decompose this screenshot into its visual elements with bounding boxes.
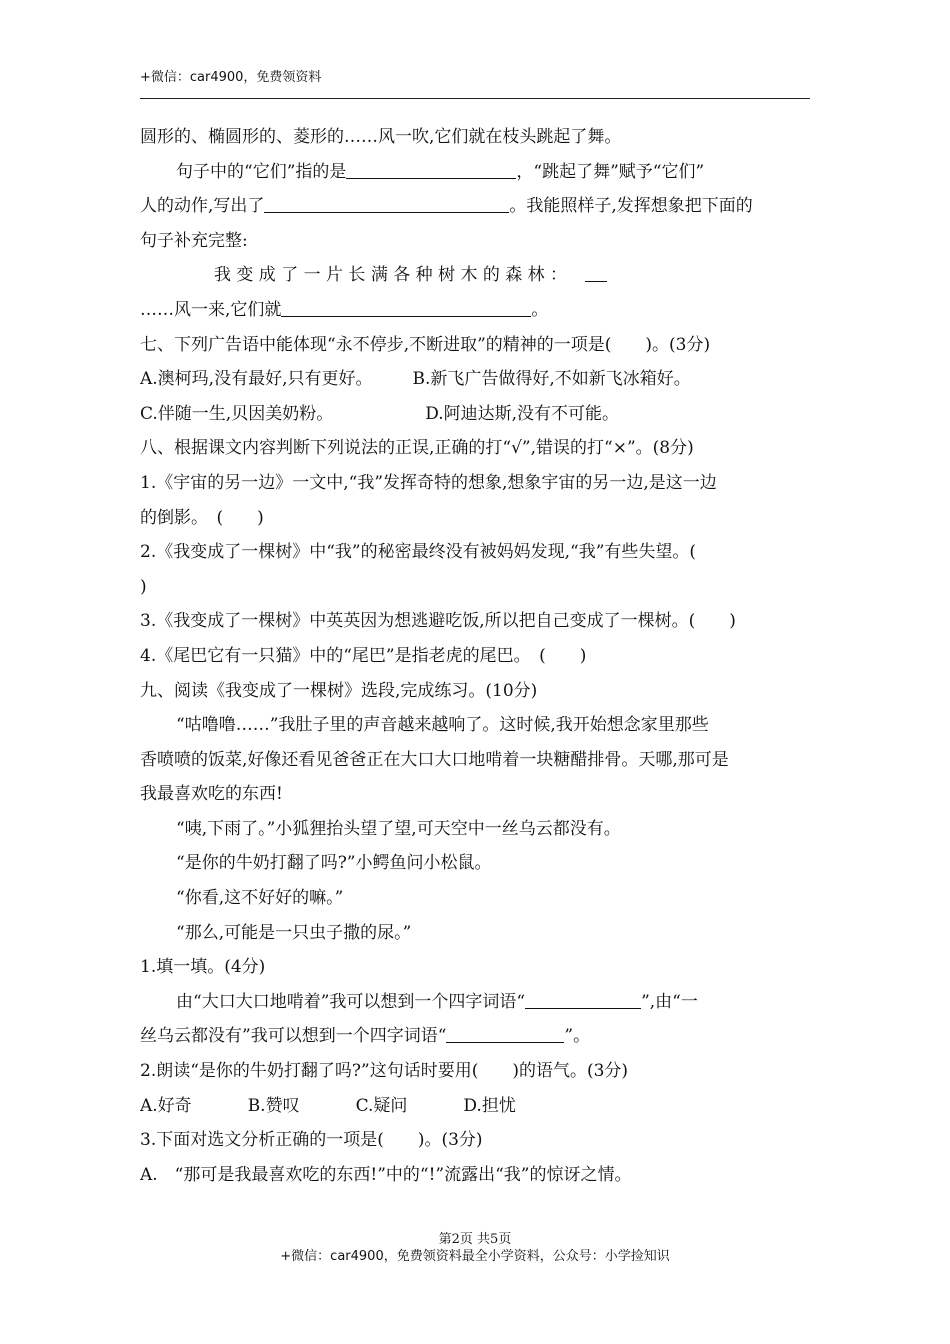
option-a: A.好奇 (140, 1095, 192, 1116)
passage-line: “咦,下雨了。”小狐狸抬头望了望,可天空中一丝乌云都没有。 (176, 818, 621, 839)
text-line (140, 293, 810, 328)
text-line: 句子补充完整: (140, 230, 248, 251)
footer-note: +微信：car4900，免费领资料最全小学资料，公众号：小学捡知识 (280, 1249, 670, 1264)
option-a: A. “那可是我最喜欢吃的东西!”中的“!”流露出“我”的惊讶之情。 (140, 1164, 632, 1185)
answer-blank[interactable] (585, 263, 607, 282)
passage-line: 我最喜欢吃的东西! (140, 784, 283, 805)
passage-line: “咕噜噜……”我肚子里的声音越来越响了。这时候,我开始想念家里那些 (176, 715, 709, 736)
option-row (140, 362, 810, 397)
text-line: 圆形的、椭圆形的、菱形的……风一吹,它们就在枝头跳起了舞。 (140, 127, 622, 147)
text-segment: ”,由“一 (641, 991, 698, 1012)
judge-item-2-cont: ) (140, 576, 147, 597)
subquestion-1: 1.填一填。(4分) (140, 957, 266, 978)
option-row (140, 1089, 810, 1124)
page-number: 第2页 共5页 (438, 1232, 512, 1247)
text-segment: 。 (531, 299, 549, 320)
judge-item-1-cont: 的倒影。 ( ) (140, 507, 264, 528)
text-segment: ”。 (564, 1026, 591, 1047)
text-line (140, 1019, 810, 1054)
judge-item-1: 1.《宇宙的另一边》一文中,“我”发挥奇特的想象,想象宇宙的另一边,是这一边 (140, 472, 717, 493)
judge-item-2: 2.《我变成了一棵树》中“我”的秘密最终没有被妈妈发现,“我”有些失望。( (140, 542, 697, 563)
option-d: D.担忧 (463, 1095, 516, 1116)
option-d: D.阿迪达斯,没有不可能。 (425, 403, 620, 424)
question-7: 七、下列广告语中能体现“永不停步,不断进取”的精神的一项是( )。(3分) (140, 334, 711, 355)
header-note: +微信：car4900，免费领资料 (140, 70, 322, 85)
passage-line: “那么,可能是一只虫子撒的尿。” (176, 922, 412, 943)
passage-line: “是你的牛奶打翻了吗?”小鳄鱼问小松鼠。 (176, 853, 492, 874)
option-b: B.赞叹 (247, 1095, 300, 1116)
option-c: C.伴随一生,贝因美奶粉。 (140, 403, 334, 424)
text-segment: 。我能照样子,发挥想象把下面的 (509, 196, 753, 217)
question-8: 八、根据课文内容判断下列说法的正误,正确的打“√”,错误的打“×”。(8分) (140, 438, 694, 459)
question-9: 九、阅读《我变成了一棵树》选段,完成练习。(10分) (140, 680, 538, 701)
text-line (140, 258, 810, 293)
text-segment: 人的动作,写出了 (140, 196, 265, 217)
answer-blank[interactable] (525, 990, 641, 1009)
subquestion-3: 3.下面对选文分析正确的一项是( )。(3分) (140, 1130, 483, 1151)
subquestion-2: 2.朗读“是你的牛奶打翻了吗?”这句话时要用( )的语气。(3分) (140, 1061, 629, 1082)
option-row (140, 397, 810, 432)
option-a: A.澳柯玛,没有最好,只有更好。 (140, 369, 373, 390)
passage-line: 香喷喷的饭菜,好像还看见爸爸正在大口大口地啃着一块糖醋排骨。天哪,那可是 (140, 749, 729, 770)
passage-line: “你看,这不好好的嘛。” (176, 888, 344, 909)
text-segment: ，“跳起了舞”赋予“它们” (516, 161, 705, 182)
answer-blank[interactable] (281, 298, 531, 317)
answer-blank[interactable] (346, 160, 516, 179)
text-segment: ……风一来,它们就 (140, 299, 282, 320)
text-segment: 丝乌云都没有”我可以想到一个四字词语“ (140, 1026, 447, 1047)
judge-item-4: 4.《尾巴它有一只猫》中的“尾巴”是指老虎的尾巴。 ( ) (140, 645, 587, 666)
text-segment: 由“大口大口地啃着”我可以想到一个四字词语“ (176, 991, 526, 1012)
option-b: B.新飞广告做得好,不如新飞冰箱好。 (412, 369, 691, 390)
text-segment: 句子中的“它们”指的是 (176, 161, 347, 182)
answer-blank[interactable] (264, 194, 509, 213)
header-divider (140, 98, 810, 99)
text-line (140, 985, 810, 1020)
judge-item-3: 3.《我变成了一棵树》中英英因为想逃避吃饭,所以把自己变成了一棵树。( ) (140, 611, 736, 632)
text-line (140, 189, 810, 224)
page-content (140, 120, 810, 1192)
option-c: C.疑问 (355, 1095, 408, 1116)
text-line (140, 155, 810, 190)
text-segment: 我 变 成 了 一 片 长 满 各 种 树 木 的 森 林 ： (214, 265, 568, 286)
answer-blank[interactable] (446, 1024, 564, 1043)
